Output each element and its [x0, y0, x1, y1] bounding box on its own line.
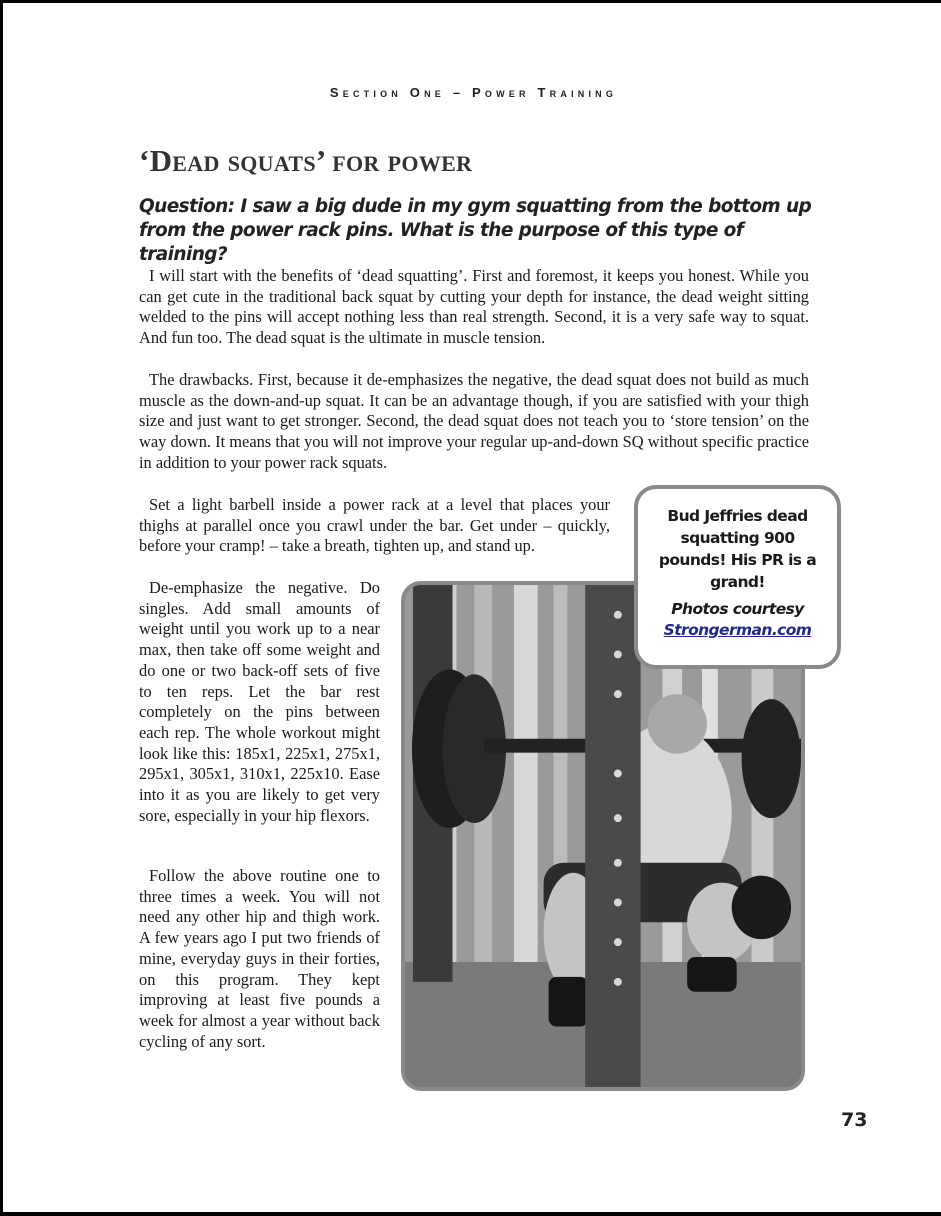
- strongerman-link[interactable]: Strongerman.com: [663, 621, 812, 639]
- photo-caption: Bud Jeffries dead squatting 900 pounds! His PR is a grand!: [658, 507, 817, 591]
- body-paragraph: Set a light barbell inside a power rack at a level that places your thighs at parallel once you crawl under the bar. Get under – quickly, before your cramp! – take a breath, tighten up, and stand up.: [139, 495, 610, 556]
- body-paragraph: I will start with the benefits of ‘dead squatting’. First and foremost, it keeps you honest. While you can get cute in the traditional back squat by cutting your depth for instance, the dead weight sitting welded to the pins will accept nothing less than real strength. Second, it is a very safe way to squat. And fun too. The dead squat is the ultimate in muscle tension.: [139, 266, 809, 348]
- running-head: Section One – Power Training: [329, 85, 618, 100]
- article-title: ‘Dead squats’ for power: [139, 143, 473, 178]
- body-paragraph: De-emphasize the negative. Do singles. Add small amounts of weight until you work up to a near max, then take off some weight and do one or two back-off sets of five to ten reps. Let the bar rest completely on the pins between each rep. The whole workout might look like this: 185x1, 225x1, 275x1, 295x1, 305x1, 310x1, 225x10. Ease into it as you are likely to get very sore, especially in your hip flexors.: [139, 578, 380, 825]
- photo-credit: [642, 599, 833, 641]
- body-paragraph: The drawbacks. First, because it de-emphasizes the negative, the dead squat does not build as much muscle as the down-and-up squat. It can be an advantage though, if you are satisfied with your thigh size and just want to get stronger. Second, the dead squat does not teach you to ‘store tension’ on the way down. It means that you will not improve your regular up-and-down SQ without specific practice in addition to your power rack squats.: [139, 370, 809, 472]
- page-number: 73: [841, 1109, 868, 1131]
- body-paragraph: Follow the above routine one to three times a week. You will not need any other hip and thigh work. A few years ago I put two friends of mine, everyday guys in their forties, on this program. They kept improving at least five pounds a week for almost a year without back cycling of any sort.: [139, 866, 380, 1051]
- photo-caption-box: [634, 485, 841, 669]
- question-text: Question: I saw a big dude in my gym squatting from the bottom up from the power rack pins. What is the purpose of this type of training?: [139, 196, 812, 265]
- photo-credit-label: Photos courtesy: [671, 600, 804, 618]
